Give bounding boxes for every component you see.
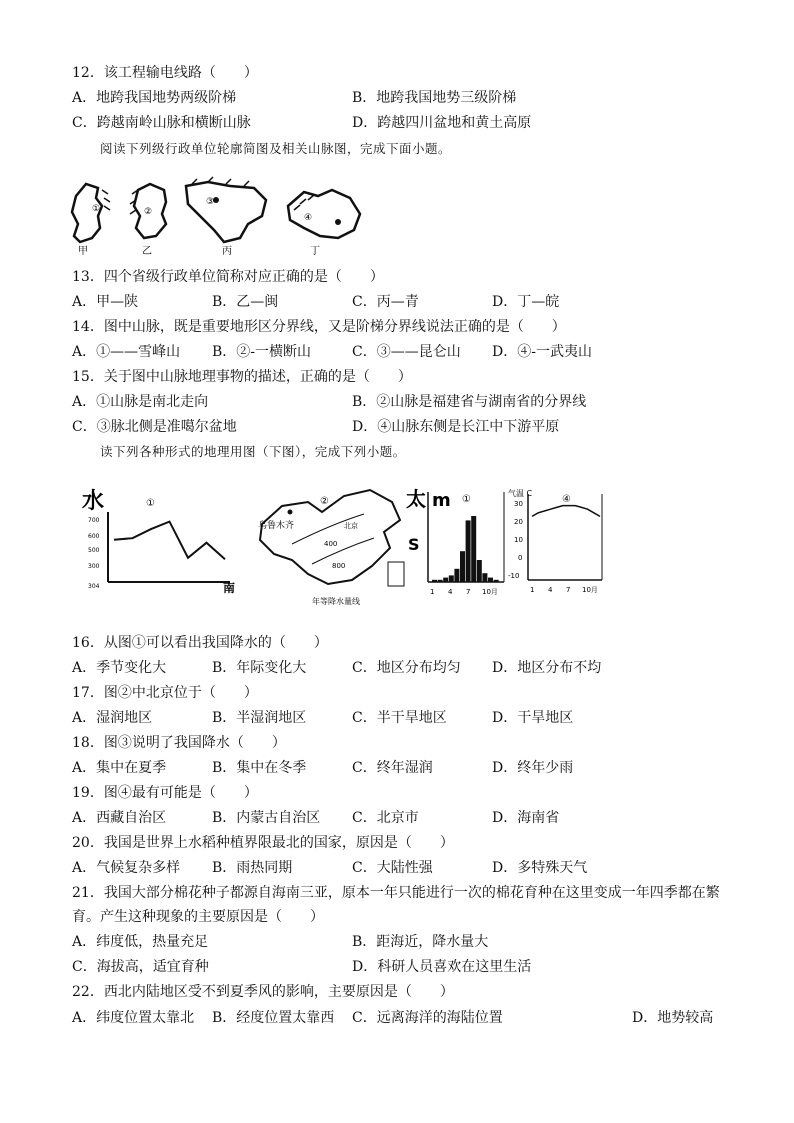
chart4-xtick-4: 10月 [582, 586, 598, 594]
q16-option-d: D．地区分布不均 [492, 660, 602, 676]
chart3-bar-1 [432, 580, 437, 582]
q17-option-d: D．干旱地区 [492, 710, 574, 726]
fig1-label-yi: 乙 [142, 246, 152, 257]
chart4-mark: ④ [562, 494, 571, 505]
q20-option-c: C．大陆性强 [352, 860, 433, 876]
chart3-precip-bar [406, 484, 508, 600]
q19-option-b: B．内蒙古自治区 [212, 810, 321, 826]
chart3-bar-5 [454, 569, 459, 582]
chart4-ytick-neg10: -10 [508, 572, 520, 580]
chart3-subtitle: m [432, 490, 451, 511]
chart3-bar-9 [477, 560, 482, 582]
chart3-xtick-4: 10月 [482, 588, 498, 596]
chart1-series-line [114, 522, 225, 560]
q22-option-b: B．经度位置太靠西 [212, 1010, 335, 1026]
q12-stem: 12．该工程输电线路（ ） [72, 65, 258, 81]
fig1-mark-2: ② [144, 207, 153, 217]
province-ding-outline [288, 190, 360, 238]
map2-caption: 年等降水量线 [312, 597, 360, 606]
chart1-title: 水 [82, 489, 105, 514]
chart1-precip-line [80, 482, 240, 602]
fig1-city-dot [335, 219, 341, 225]
q20-option-b: B．雨热同期 [212, 860, 293, 876]
q14-stem: 14．图中山脉，既是重要地形区分界线，又是阶梯分界线说法正确的是（ ） [72, 319, 566, 335]
map2-mark: ② [320, 496, 329, 507]
q18-option-b: B．集中在冬季 [212, 760, 307, 776]
q13-option-d: D．丁—皖 [492, 294, 560, 310]
chart4-ytick-20: 20 [514, 518, 523, 526]
chart1-ytick-3: 500 [88, 547, 100, 554]
chart1-ytick-4: 300 [88, 563, 100, 570]
q12-option-d: D．跨越四川盆地和黄土高原 [352, 115, 532, 131]
chart4-temperature [506, 484, 610, 600]
q13-stem: 13．四个省级行政单位简称对应正确的是（ ） [72, 269, 384, 285]
chart3-xtick-1: 1 [430, 588, 435, 596]
map2-urumqi-dot [288, 510, 293, 515]
q21-option-a: A．纬度低，热量充足 [72, 934, 209, 950]
q15-option-b: B．②山脉是福建省与湖南省的分界线 [352, 394, 587, 410]
map2-city-urumqi: 乌鲁木齐 [258, 521, 295, 531]
chart4-xtick-1: 1 [530, 586, 535, 594]
fig1-mark-1: ① [92, 204, 101, 214]
fig1-mark-4: ④ [304, 213, 313, 223]
chart4-temp-line [532, 506, 600, 517]
q15-stem: 15．关于图中山脉地理事物的描述，正确的是（ ） [72, 369, 412, 385]
q14-option-a: A．①——雪峰山 [72, 344, 181, 360]
q18-stem: 18．图③说明了我国降水（ ） [72, 735, 286, 751]
q18-option-a: A．集中在夏季 [72, 760, 167, 776]
q18-option-c: C．终年湿润 [352, 760, 433, 776]
q14-option-c: C．③——昆仑山 [352, 344, 461, 360]
chart4-xtick-3: 7 [566, 586, 571, 594]
map2-iso-400: 400 [324, 540, 338, 548]
q18-option-d: D．终年少雨 [492, 760, 574, 776]
q13-option-c: C．丙—青 [352, 294, 419, 310]
q21-option-b: B．距海近，降水量大 [352, 934, 489, 950]
q22-option-c: C．远离海洋的海陆位置 [352, 1010, 503, 1026]
q21-option-d: D．科研人员喜欢在这里生活 [352, 959, 532, 975]
chart4-ylabel: 气温 C [508, 489, 533, 498]
chart1-mark: ① [146, 498, 155, 509]
map2-city-beijing: 北京 [344, 522, 358, 530]
chart3-title: 太 [406, 487, 426, 511]
chart3-bar-3 [443, 578, 448, 582]
chart3-mark: ① [462, 494, 471, 505]
intro-1: 阅读下列级行政单位轮廓简图及相关山脉图，完成下面小题。 [100, 141, 452, 156]
chart1-xlabel: 南 [223, 581, 236, 595]
q20-stem: 20．我国是世界上水稻种植界限最北的国家，原因是（ ） [72, 835, 454, 851]
q14-option-d: D．④-一武夷山 [492, 344, 592, 360]
q12-option-c: C．跨越南岭山脉和横断山脉 [72, 115, 251, 131]
province-outline-figure [68, 176, 368, 260]
q14-option-b: B．②-一横断山 [212, 344, 312, 360]
q16-option-a: A．季节变化大 [72, 660, 167, 676]
map2-iso-800: 800 [332, 562, 346, 570]
q22-stem: 22．西北内陆地区受不到夏季风的影响，主要原因是（ ） [72, 984, 454, 1000]
chart3-bar-2 [438, 580, 443, 582]
chart4-xtick-2: 4 [548, 586, 553, 594]
map2-isohyet-800 [312, 538, 374, 564]
q15-option-a: A．①山脉是南北走向 [72, 394, 209, 410]
fig1-label-ding: 丁 [310, 246, 320, 257]
chart3-bar-8 [471, 516, 476, 582]
q21-stem-line2: 育。产生这种现象的主要原因是（ ） [72, 909, 324, 925]
chart3-bar-10 [482, 573, 487, 582]
q16-option-b: B．年际变化大 [212, 660, 307, 676]
q16-option-c: C．地区分布均匀 [352, 660, 461, 676]
chart1-ytick-5: 304 [88, 583, 100, 590]
q22-option-a: A．纬度位置太靠北 [72, 1010, 195, 1026]
q21-option-c: C．海拔高，适宜育种 [72, 959, 209, 975]
q15-option-d: D．④山脉东侧是长江中下游平原 [352, 419, 560, 435]
chart3-s-label: S [408, 535, 420, 554]
map2-outline [260, 490, 400, 584]
q22-option-d: D．地势较高 [632, 1010, 714, 1026]
q17-option-b: B．半湿润地区 [212, 710, 307, 726]
chart4-ytick-0: 0 [518, 554, 523, 562]
q19-option-a: A．西藏自治区 [72, 810, 167, 826]
fig1-mark-3: ③ [206, 197, 215, 207]
chart3-bar-12 [494, 580, 499, 582]
q15-option-c: C．③脉北侧是准噶尔盆地 [72, 419, 237, 435]
q21-stem: 21．我国大部分棉花种子都源自海南三亚，原本一年只能进行一次的棉花育种在这里变成一年四季都在繁 [72, 885, 720, 901]
q13-option-a: A．甲—陕 [72, 294, 139, 310]
q17-option-c: C．半干旱地区 [352, 710, 447, 726]
q16-stem: 16．从图①可以看出我国降水的（ ） [72, 635, 328, 651]
fig1-label-jia: 甲 [78, 246, 88, 257]
chart4-ytick-30: 30 [514, 500, 523, 508]
intro-2: 读下列各种形式的地理用图（下图），完成下列小题。 [100, 444, 406, 459]
chart3-xtick-3: 7 [466, 588, 471, 596]
q19-option-c: C．北京市 [352, 810, 419, 826]
chart3-bar-6 [460, 551, 465, 582]
chart4-ytick-10: 10 [514, 536, 523, 544]
q20-option-a: A．气候复杂多样 [72, 860, 181, 876]
q17-stem: 17．图②中北京位于（ ） [72, 685, 258, 701]
q20-option-d: D．多特殊天气 [492, 860, 588, 876]
province-bing-outline [186, 177, 266, 242]
q19-option-d: D．海南省 [492, 810, 560, 826]
chart1-ytick-1: 700 [88, 517, 100, 524]
chart3-bar-4 [449, 575, 454, 582]
q17-option-a: A．湿润地区 [72, 710, 153, 726]
q12-option-a: A．地跨我国地势两级阶梯 [72, 90, 237, 106]
map2-inset-box [388, 562, 404, 586]
chart1-ytick-2: 600 [88, 533, 100, 540]
chart3-bar-7 [466, 520, 471, 582]
q12-option-b: B．地跨我国地势三级阶梯 [352, 90, 517, 106]
map2-china-isohyet [252, 484, 412, 608]
fig1-label-bing: 丙 [222, 246, 232, 257]
q13-option-b: B．乙—闽 [212, 294, 279, 310]
q19-stem: 19．图④最有可能是（ ） [72, 785, 258, 801]
province-jia-outline [72, 184, 110, 242]
chart3-xtick-2: 4 [448, 588, 453, 596]
chart3-bar-11 [488, 578, 493, 582]
